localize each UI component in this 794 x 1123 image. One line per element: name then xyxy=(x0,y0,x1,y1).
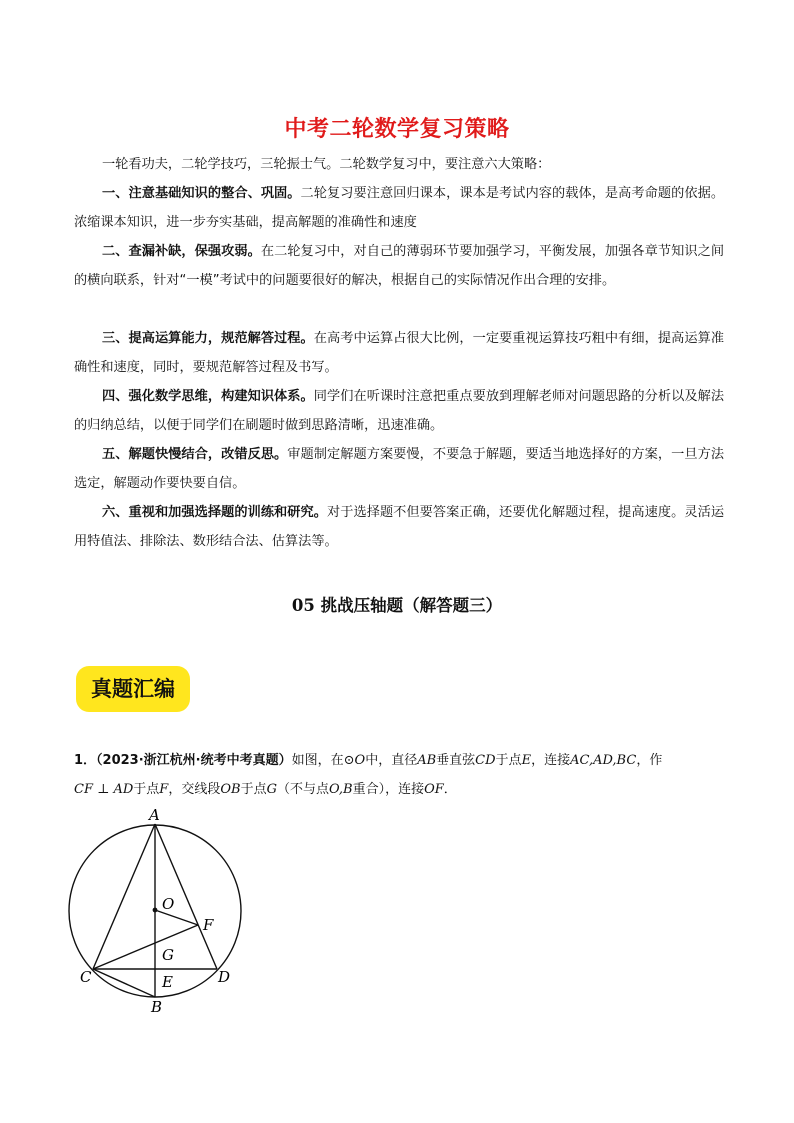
strategy-1 xyxy=(74,179,724,237)
strategy-4-text: 同学们在听课时注意把重点要放到理解老师对问题思路的分析以及解法的归纳总结，以便于同学们在刷题时做到思路清晰，迅速准确。 xyxy=(74,389,725,433)
strategy-4-lead: 四、强化数学思维，构建知识体系。 xyxy=(102,389,314,404)
strategy-6 xyxy=(74,498,724,556)
strategy-3-lead: 三、提高运算能力，规范解答过程。 xyxy=(102,331,314,346)
math-of: OF xyxy=(424,782,444,797)
label-d: D xyxy=(218,968,231,986)
strategy-6-lead: 六、重视和加强选择题的训练和研究。 xyxy=(102,505,327,520)
geometry-figure xyxy=(60,800,260,1020)
problem-text: 于点 xyxy=(495,753,522,768)
label-e: E xyxy=(162,973,173,991)
problem-text: ，交线段 xyxy=(168,782,221,797)
problem-number: 1． xyxy=(74,753,97,768)
strategy-4 xyxy=(74,382,724,440)
label-b: B xyxy=(151,998,163,1016)
problem-text: 中，直径 xyxy=(365,753,418,768)
math-circle-o: ⊙O xyxy=(343,753,366,768)
strategy-5-lead: 五、解题快慢结合，改错反思。 xyxy=(102,447,288,462)
problem-source: （2023·浙江杭州·统考中考真题） xyxy=(96,753,292,768)
label-o: O xyxy=(162,895,175,913)
problem-text: ，连接 xyxy=(531,753,571,768)
label-c: C xyxy=(80,968,92,986)
label-g: G xyxy=(162,946,174,964)
math-cd: CD xyxy=(475,753,496,768)
strategy-5 xyxy=(74,440,724,498)
strategy-3 xyxy=(74,324,724,382)
problem-text: （不与点 xyxy=(276,782,329,797)
center-point-o xyxy=(153,908,158,913)
problem-text: 垂直弦 xyxy=(436,753,476,768)
math-e: E xyxy=(521,753,532,768)
math-ab: AB xyxy=(417,753,437,768)
math-f: F xyxy=(159,782,169,797)
strategy-1-lead: 一、注意基础知识的整合、巩固。 xyxy=(102,186,301,201)
label-f: F xyxy=(203,916,214,934)
intro-paragraph: 一轮看功夫，二轮学技巧，三轮振士气。二轮数学复习中，要注意六大策略： xyxy=(102,157,551,172)
problem-text: 重合），连接 xyxy=(352,782,425,797)
problem-text: 于点 xyxy=(240,782,267,797)
strategy-2-lead: 二、查漏补缺，保强攻弱。 xyxy=(102,244,261,259)
strategy-2 xyxy=(74,237,724,295)
strategy-3-text: 在高考中运算占很大比例，一定要重视运算技巧粗中有细，提高运算准确性和速度，同时，要规范解答过程及书写。 xyxy=(74,331,725,375)
problem-text: ，作 xyxy=(636,753,663,768)
math-cf-perp-ad: CF ⊥ AD xyxy=(74,782,134,797)
math-o-b: O,B xyxy=(328,782,353,797)
strategy-2-text: 在二轮复习中，对自己的薄弱环节要加强学习，平衡发展，加强各章节知识之间的横向联系，针对“一模”考试中的问题要很好的解决，根据自己的实际情况作出合理的安排。 xyxy=(74,244,725,288)
math-ac-ad-bc: AC,AD,BC xyxy=(570,753,637,768)
section-title: 05 挑战压轴题（解答题三） xyxy=(291,596,503,615)
segment-bc xyxy=(93,969,155,997)
problem-1 xyxy=(74,746,724,804)
label-a: A xyxy=(149,806,160,824)
strategy-5-text: 审题制定解题方案要慢，不要急于解题，要适当地选择好的方案，一旦方法选定，解题动作要快要自信。 xyxy=(74,447,725,491)
math-ob: OB xyxy=(220,782,241,797)
section-badge: 真题汇编 xyxy=(76,666,190,712)
math-g: G xyxy=(266,782,277,797)
problem-text: 于点 xyxy=(133,782,160,797)
strategy-1-text: 二轮复习要注意回归课本，课本是考试内容的载体，是高考命题的依据。浓缩课本知识，进一步夯实基础，提高解题的准确性和速度 xyxy=(74,186,725,230)
strategy-6-text: 对于选择题不但要答案正确，还要优化解题过程，提高速度。灵活运用特值法、排除法、数形结合法、估算法等。 xyxy=(74,505,725,549)
problem-text: ． xyxy=(443,782,457,797)
problem-text: 如图，在 xyxy=(291,753,344,768)
page-title: 中考二轮数学复习策略 xyxy=(284,117,510,142)
